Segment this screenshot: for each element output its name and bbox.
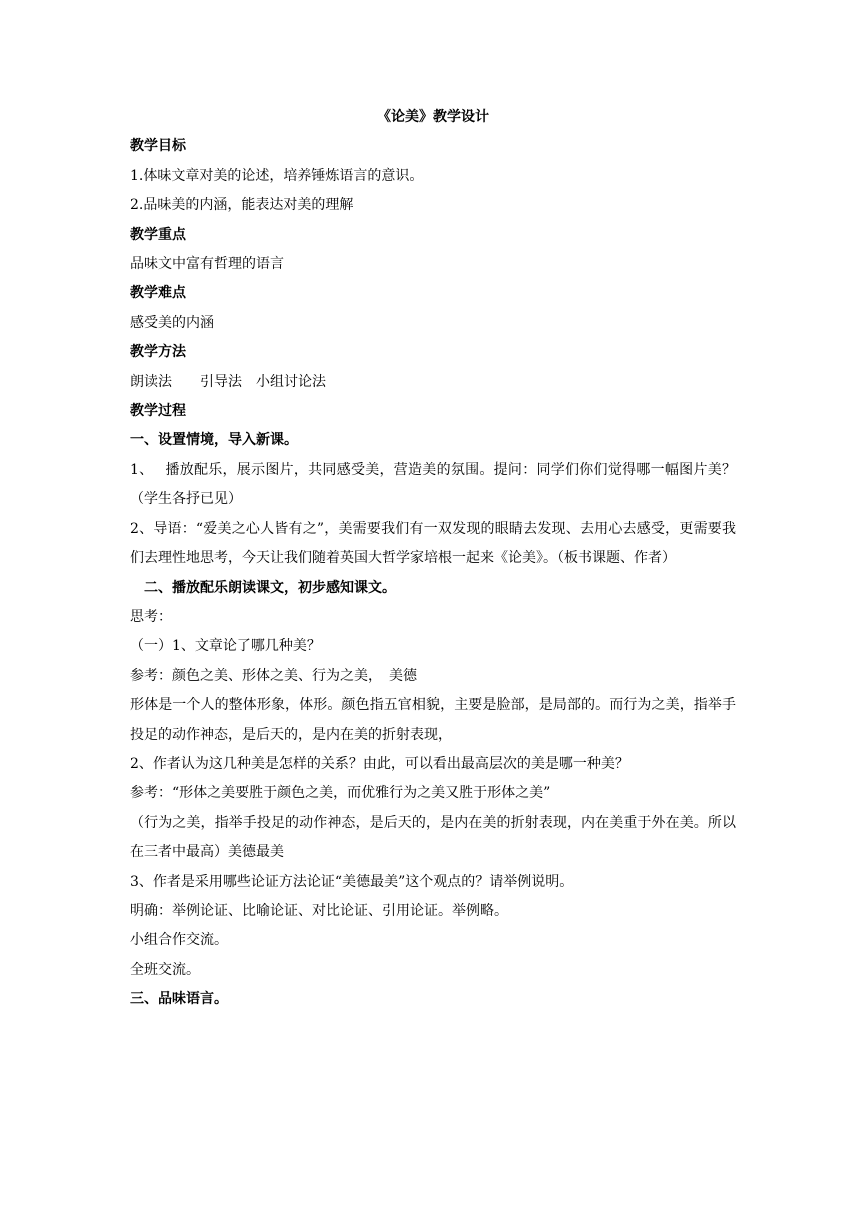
goal-item: 2.品味美的内涵，能表达对美的理解 bbox=[130, 197, 354, 214]
question-2: 2、作者认为这几种美是怎样的关系？由此，可以看出最高层次的美是哪一种美？ bbox=[130, 755, 629, 772]
key-point-text: 品味文中富有哲理的语言 bbox=[130, 256, 284, 273]
methods-text: 朗读法 引导法 小组讨论法 bbox=[130, 373, 326, 390]
section-2-heading: 二、播放配乐朗读课文，初步感知课文。 bbox=[144, 579, 396, 596]
question-1: （一）1、文章论了哪几种美？ bbox=[130, 638, 321, 655]
goals-heading: 教学目标 bbox=[130, 138, 186, 155]
answer-1-detail: 形体是一个人的整体形象，体形。颜色指五官相貌，主要是脸部，是局部的。而行为之美，指举手投足的动作神态，是后天的，是内在美的折射表现， bbox=[130, 697, 736, 743]
section-3-heading: 三、品味语言。 bbox=[130, 991, 228, 1008]
section-1-item-2: 2、导语：“爱美之心人皆有之”，美需要我们有一双发现的眼睛去发现、去用心去感受，更需要我们去理性地思考，今天让我们随着英国大哲学家培根一起来《论美》。（板书课题、作者） bbox=[130, 520, 736, 567]
difficulty-text: 感受美的内涵 bbox=[130, 314, 214, 331]
difficulty-heading: 教学难点 bbox=[130, 285, 186, 302]
section-1-heading: 一、设置情境，导入新课。 bbox=[130, 432, 298, 449]
methods-heading: 教学方法 bbox=[130, 344, 186, 361]
document-body bbox=[130, 103, 736, 1015]
answer-1: 参考：颜色之美、形体之美、行为之美， 美德 bbox=[130, 667, 417, 684]
goal-item: 1.体味文章对美的论述，培养锤炼语言的意识。 bbox=[130, 167, 424, 184]
document-title: 《论美》教学设计 bbox=[377, 109, 489, 125]
question-3: 3、作者是采用哪些论证方法论证“美德最美”这个观点的？请举例说明。 bbox=[130, 873, 574, 890]
answer-2-detail: （行为之美，指举手投足的动作神态，是后天的，是内在美的折射表现，内在美重于外在美。所以在三者中最高）美德最美 bbox=[130, 814, 736, 861]
group-discussion: 小组合作交流。 bbox=[130, 932, 228, 949]
section-1-item-1: 1、 播放配乐，展示图片，共同感受美，营造美的氛围。提问：同学们你们觉得哪一幅图片美？（学生各抒已见） bbox=[130, 461, 736, 508]
class-discussion: 全班交流。 bbox=[130, 961, 200, 978]
think-label: 思考： bbox=[130, 608, 172, 625]
process-heading: 教学过程 bbox=[130, 403, 186, 420]
answer-2: 参考：“形体之美要胜于颜色之美，而优雅行为之美又胜于形体之美” bbox=[130, 785, 551, 802]
key-point-heading: 教学重点 bbox=[130, 226, 186, 243]
answer-3: 明确：举例论证、比喻论证、对比论证、引用论证。举例略。 bbox=[130, 902, 508, 919]
